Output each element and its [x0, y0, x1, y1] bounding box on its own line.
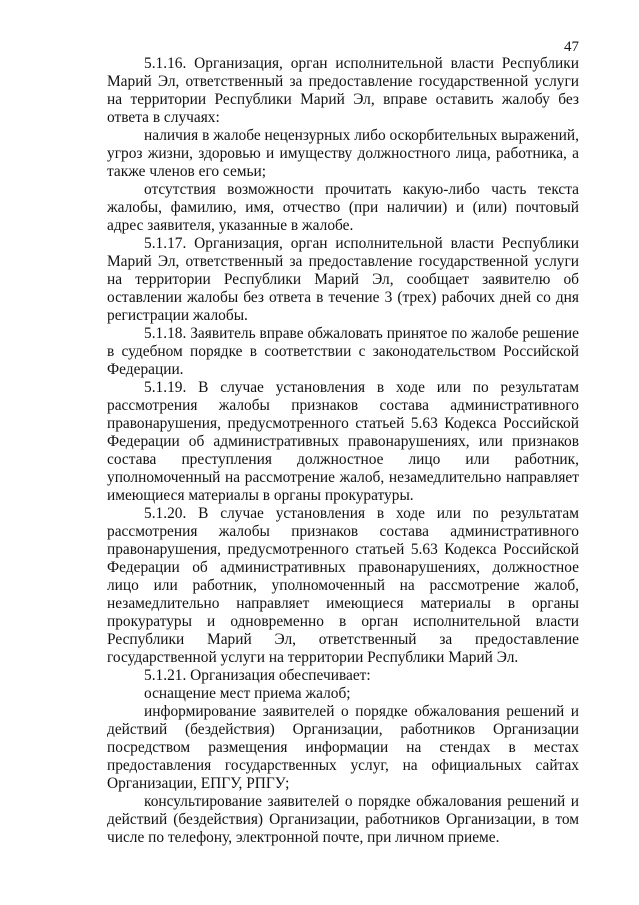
document-body	[107, 55, 579, 847]
paragraph-5-1-20: 5.1.20. В случае установления в ходе или по результатам рассмотрения жалобы признаков состава административного правонарушения, предусмотренного статьей 5.63 Кодекса Российской Федерации об административных правонарушениях, должностное лицо или работник, уполномоченный на рассмотрение жалоб, незамедлительно направляет имеющиеся материалы в органы прокуратуры и одновременно в орган исполнительной власти Республики Марий Эл, ответственный за предоставление государственной услуги на территории Республики Марий Эл.	[107, 505, 579, 666]
paragraph-equipment: оснащение мест приема жалоб;	[144, 685, 351, 702]
paragraph-5-1-17: 5.1.17. Организация, орган исполнительной власти Республики Марий Эл, ответственный за предоставление государственной услуги на территории Республики Марий Эл, сообщает заявителю об оставлении жалобы без ответа в течение 3 (трех) рабочих дней со дня регистрации жалобы.	[107, 235, 579, 324]
page-number: 47	[564, 39, 579, 55]
paragraph-case-obscene-language: наличия в жалобе нецензурных либо оскорбительных выражений, угроз жизни, здоровью и имуществу должностного лица, работника, а также членов его семьи;	[107, 127, 579, 180]
paragraph-case-unreadable-text: отсутствия возможности прочитать какую-либо часть текста жалобы, фамилию, имя, отчество (при наличии) и (или) почтовый адрес заявителя, указанные в жалобе.	[107, 181, 579, 234]
paragraph-consulting: консультирование заявителей о порядке обжалования решений и действий (бездействия) Организации, работников Организации, в том числе по телефону, электронной почте, при личном приеме.	[107, 793, 579, 846]
paragraph-5-1-18: 5.1.18. Заявитель вправе обжаловать принятое по жалобе решение в судебном порядке в соответствии с законодательством Российской Федерации.	[107, 325, 579, 378]
paragraph-5-1-19: 5.1.19. В случае установления в ходе или по результатам рассмотрения жалобы признаков состава административного правонарушения, предусмотренного статьей 5.63 Кодекса Российской Федерации об административных правонарушениях, или признаков состава преступления должностное лицо или работник, уполномоченный на рассмотрение жалоб, незамедлительно направляет имеющиеся материалы в органы прокуратуры.	[107, 379, 579, 504]
paragraph-5-1-16: 5.1.16. Организация, орган исполнительной власти Республики Марий Эл, ответственный за предоставление государственной услуги на территории Республики Марий Эл, вправе оставить жалобу без ответа в случаях:	[107, 55, 579, 126]
paragraph-5-1-21: 5.1.21. Организация обеспечивает:	[144, 667, 371, 684]
paragraph-informing: информирование заявителей о порядке обжалования решений и действий (бездействия) Организации, работников Организации посредством размещения информации на стендах в местах предоставления государственных услуг, на официальных сайтах Организации, ЕПГУ, РПГУ;	[107, 703, 579, 792]
